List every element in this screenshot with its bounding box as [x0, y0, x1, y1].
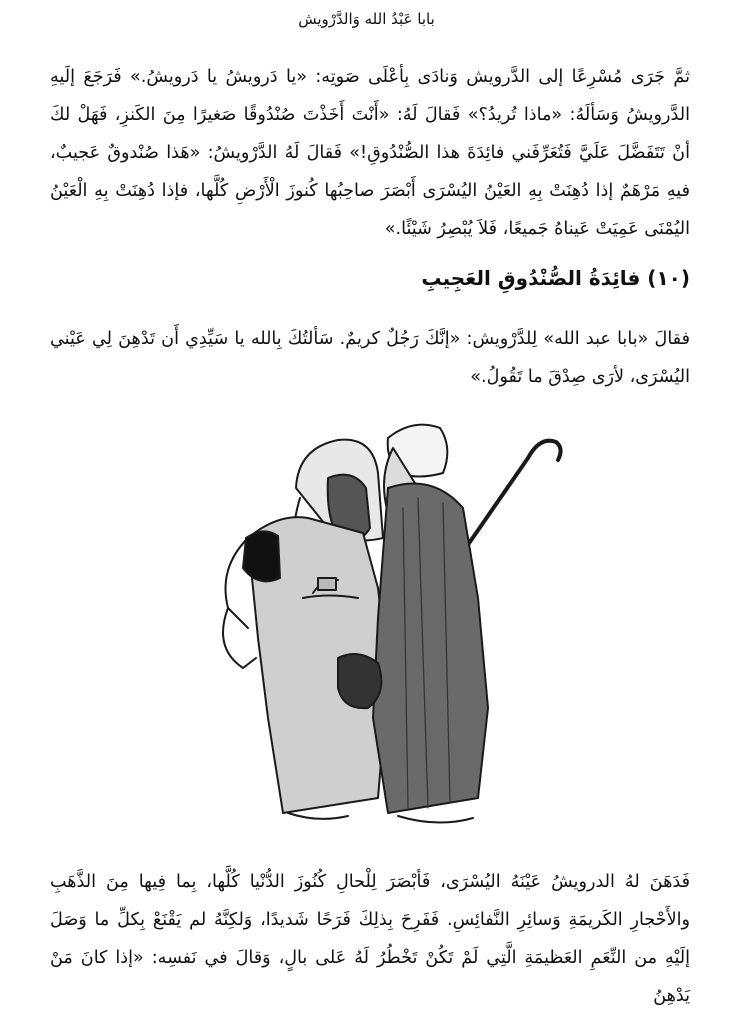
small-box [318, 578, 336, 590]
dervish-illustration [188, 418, 568, 838]
hanging-bag [338, 654, 381, 708]
right-man-cloak [373, 484, 488, 814]
paragraph-1: ثمَّ جَرَى مُسْرِعًا إلى الدَّرويش وَنادَى بِأعْلَى صَوتِه: «يا دَرويشُ يا دَرويشُ.» فَرَجَعَ إلَيهِ الدَّرويشُ وَسَألَهُ: «ماذا تُريدُ؟» فَقالَ لَهُ: «أَنْتَ أَخَذْتَ صُنْدُوقًا صَغيرًا مِنَ الكَنزِ، فَهَلْ لكَ أنْ تَتَفَضَّلَ عَلَيَّ فَتُعَرِّفَني فائِدَةَ هذا الصُّنْدُوقِ!» فَقالَ لَهُ الدَّرْويشُ: «هَذا صُنْدوقٌ عَجيبٌ، فيهِ مَرْهَمٌ إذا دُهِنَتْ بِهِ العَيْنُ اليُسْرَى أَبْصَرَ صاحِبُها كُنوزَ الْأَرْضِ كُلَّها، فإذا دُهِنَتْ بِهِ الْعَيْنُ اليُمْنَى عَمِيَتْ عَيناهُ جَميعًا، فَلاَ يُبْصِرُ شَيْئًا.» [50, 67, 690, 239]
paragraph-3: فَدَهَنَ لهُ الدرويشُ عَيْنَهُ اليُسْرَى، فَأبْصَرَ لِلْحالِ كُنُوزَ الدُّنْيا كُلَّها، بِما فِيها مِنَ الذَّهَبِ والأَحْجارِ الكَريمَةِ وَسائِرِ النَّفائِسِ. فَفَرِحَ بِذلِكَ فَرَحًا شَديدًا، وَلكِنَّهُ لم يَقْنَعْ بِكلِّ ما وَصَلَ إلَيْهِ من النِّعَمِ العَظيمَةِ الَّتِي لَمْ تَكُنْ تَخْطُرُ لَهُ عَلى بالٍ، وَقالَ في نَفسِه: «إذا كانَ مَنْ يَدْهِنُ [50, 872, 690, 1006]
left-man-sleeve [243, 531, 280, 581]
running-head: بابا عَبْدُ الله وَالدَّرْويش [298, 10, 435, 28]
section-heading: (١٠) فائِدَةُ الصُّنْدُوقِ العَجِيبِ [421, 266, 690, 290]
paragraph-2: فقالَ «بابا عبد الله» لِلدَّرْويش: «إنَّكَ رَجُلٌ كريمٌ. سَألتُكَ بِالله يا سَيِّدِي أَن تَدْهِنَ لِي عَيْني اليُسْرَى، لأرَى صِدْقَ ما تَقُولُ.» [50, 329, 690, 387]
